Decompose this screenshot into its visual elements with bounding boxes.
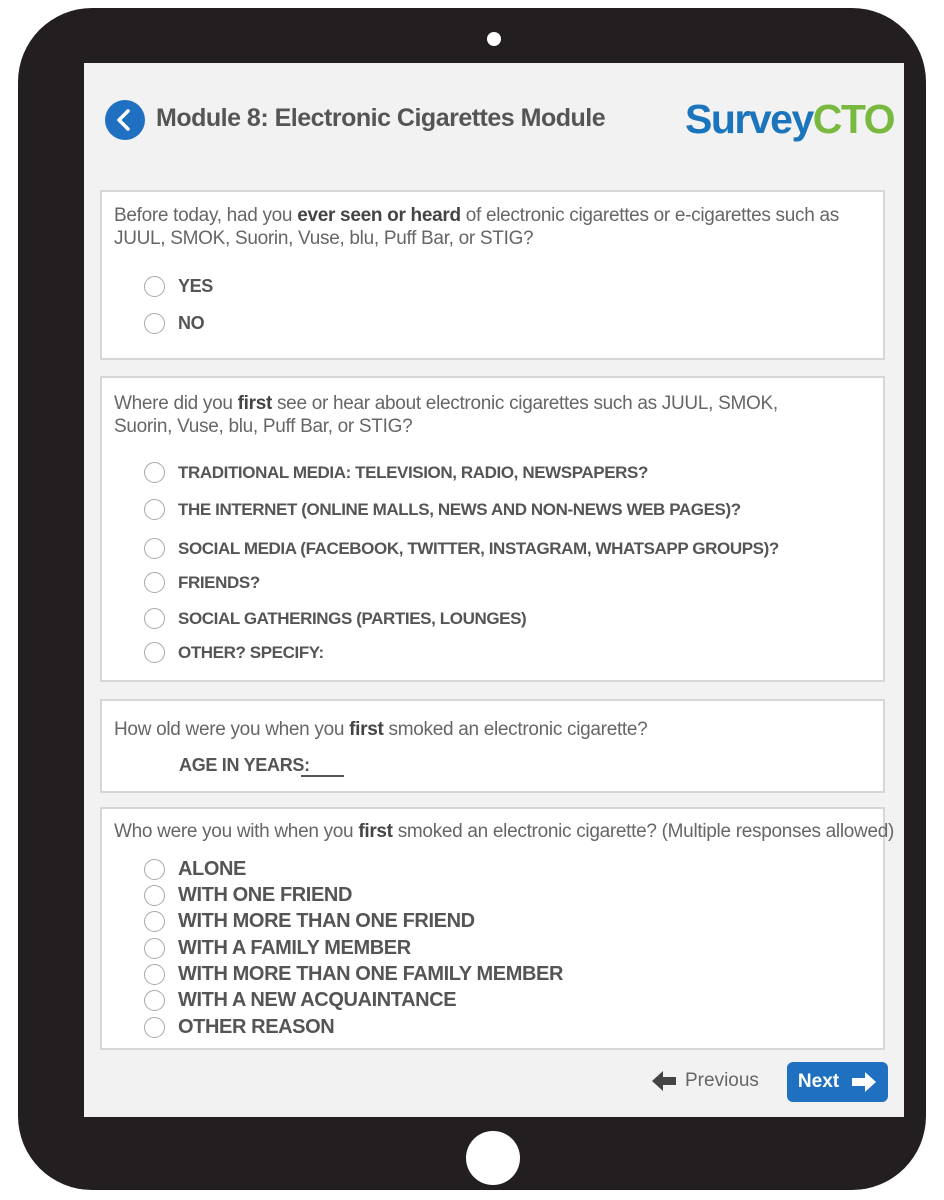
checkbox-circle[interactable] [144, 911, 165, 932]
radio-button[interactable] [144, 313, 165, 334]
checkbox-circle[interactable] [144, 859, 165, 880]
age-in-years-label: AGE IN YEARS: [179, 755, 310, 775]
radio-button[interactable] [144, 538, 165, 559]
option-label: ALONE [178, 858, 247, 880]
radio-button[interactable] [144, 462, 165, 483]
camera-dot [487, 32, 501, 46]
checkbox-circle[interactable] [144, 990, 165, 1011]
question-text: How old were you when you first smoked an electronic cigarette? [114, 719, 648, 740]
option-label: WITH A FAMILY MEMBER [178, 937, 411, 959]
previous-button[interactable] [651, 1069, 759, 1093]
radio-option-no[interactable] [144, 313, 204, 334]
radio-option-social-media[interactable] [144, 538, 779, 559]
previous-label: Previous [685, 1070, 759, 1091]
radio-button[interactable] [144, 276, 165, 297]
arrow-right-icon [851, 1071, 877, 1093]
radio-option-yes[interactable] [144, 276, 213, 297]
radio-option-traditional-media[interactable] [144, 462, 648, 483]
checkbox-circle[interactable] [144, 938, 165, 959]
back-button[interactable] [105, 100, 145, 140]
checkbox-option-more-than-one-friend[interactable] [144, 910, 475, 933]
option-label: WITH MORE THAN ONE FAMILY MEMBER [178, 963, 563, 985]
checkbox-option-new-acquaintance[interactable] [144, 989, 456, 1012]
option-label: WITH MORE THAN ONE FRIEND [178, 910, 475, 932]
option-label: SOCIAL MEDIA (FACEBOOK, TWITTER, INSTAGRAM, WHATSAPP GROUPS)? [178, 538, 779, 558]
radio-button[interactable] [144, 572, 165, 593]
radio-option-friends[interactable] [144, 572, 260, 593]
survey-screen [84, 63, 904, 1117]
option-label: SOCIAL GATHERINGS (PARTIES, LOUNGES) [178, 608, 527, 628]
arrow-left-icon [651, 1070, 677, 1092]
question-card-seen-or-heard [100, 190, 885, 360]
next-label: Next [797, 1071, 840, 1092]
question-card-first-age [100, 699, 885, 793]
checkbox-option-more-than-one-family-member[interactable] [144, 963, 563, 986]
option-label: YES [178, 276, 213, 296]
option-label: WITH ONE FRIEND [178, 884, 352, 906]
logo-text-survey: Survey [685, 96, 813, 142]
checkbox-circle[interactable] [144, 1017, 165, 1038]
option-label: OTHER REASON [178, 1016, 335, 1038]
option-label: FRIENDS? [178, 572, 260, 592]
next-button[interactable] [787, 1062, 888, 1102]
radio-button[interactable] [144, 499, 165, 520]
checkbox-option-one-friend[interactable] [144, 884, 352, 907]
checkbox-option-alone[interactable] [144, 858, 246, 881]
question-text: Who were you with when you first smoked an electronic cigarette? (Multiple responses allowed) [114, 821, 895, 842]
question-text: Before today, had you ever seen or heard of electronic cigarettes or e-cigarettes such as JUUL, SMOK, Suorin, Vuse, blu, Puff Bar, or STIG? [114, 205, 839, 249]
chevron-left-icon [105, 100, 145, 140]
checkbox-circle[interactable] [144, 964, 165, 985]
radio-option-other-specify[interactable] [144, 642, 324, 663]
question-text: Where did you first see or hear about electronic cigarettes such as JUUL, SMOK, Suorin, Vuse, blu, Puff Bar, or STIG? [114, 393, 778, 437]
logo-text-cto: CTO [812, 96, 895, 142]
question-card-with-whom [100, 807, 895, 1050]
radio-option-social-gatherings[interactable] [144, 608, 526, 629]
checkbox-option-family-member[interactable] [144, 937, 411, 960]
radio-button[interactable] [144, 608, 165, 629]
question-card-first-source [100, 376, 885, 682]
option-label: NO [178, 313, 205, 333]
surveycto-logo [685, 96, 894, 143]
option-label: THE INTERNET (ONLINE MALLS, NEWS AND NON-NEWS WEB PAGES)? [178, 499, 741, 519]
age-input-blank[interactable] [301, 775, 344, 777]
checkbox-option-other-reason[interactable] [144, 1016, 334, 1039]
tablet-frame [18, 8, 926, 1190]
home-button[interactable] [466, 1131, 520, 1185]
option-label: TRADITIONAL MEDIA: TELEVISION, RADIO, NEWSPAPERS? [178, 462, 648, 482]
page-title: Module 8: Electronic Cigarettes Module [156, 104, 606, 132]
radio-button[interactable] [144, 642, 165, 663]
option-label: OTHER? SPECIFY: [178, 642, 324, 662]
option-label: WITH A NEW ACQUAINTANCE [178, 989, 457, 1011]
checkbox-circle[interactable] [144, 885, 165, 906]
radio-option-internet[interactable] [144, 499, 741, 520]
